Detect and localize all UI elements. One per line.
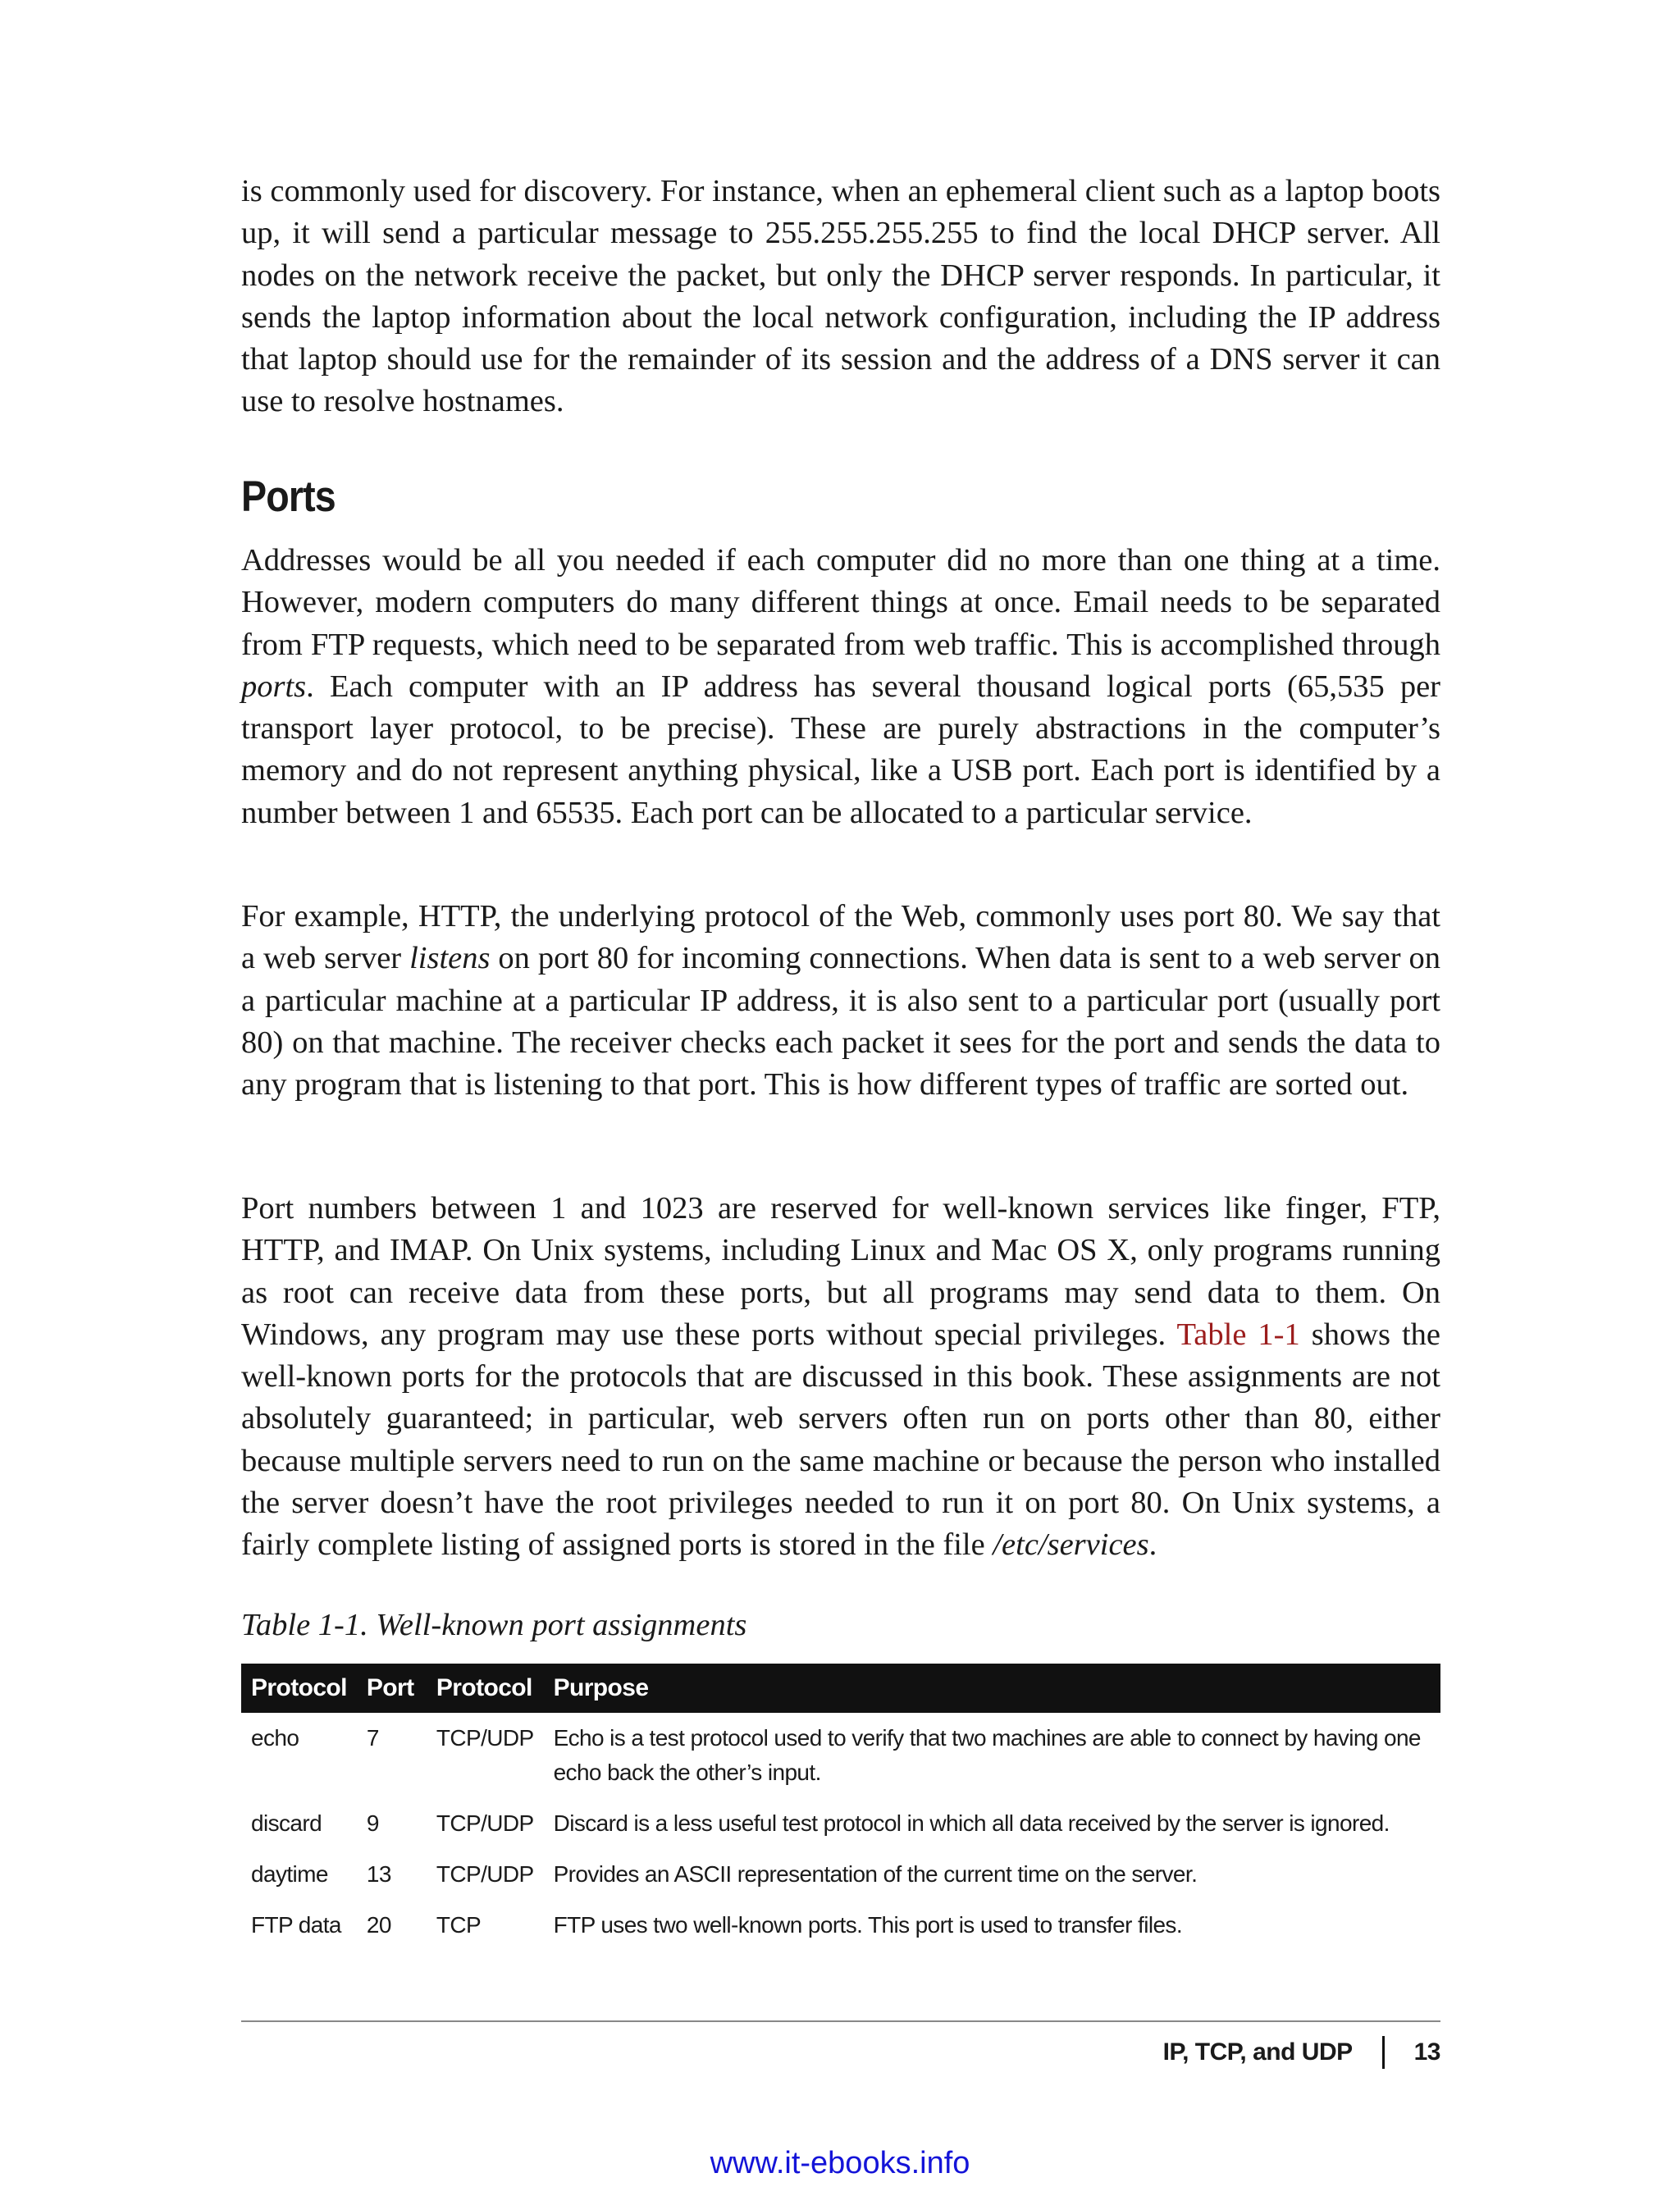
ports-paragraph-3 [241,1188,1440,1567]
page-footer [1163,2031,1440,2074]
cell-port: 9 [366,1810,379,1836]
text-run: on port 80 for incoming connections. When data is sent to a web server on a particular machine at a particular IP address, it is also sent to a particular port (usually port 80) on that machine. The receiver checks each packet it sees for the port and sends the data to any program that is listening to that port. This is how different types of traffic are sorted out. [241,941,1440,1102]
intro-paragraph: is commonly used for discovery. For instance, when an ephemeral client such as a laptop boots up, it will send a particular message to 255.255.255.255 to find the local DHCP server. All nodes on the network receive the packet, but only the DHCP server responds. In particular, it sends the laptop information about the local network configuration, including the IP address that laptop should use for the remainder of its session and the address of a DNS server it can use to resolve hostnames. [241,174,1440,419]
text-run: . [1148,1527,1157,1563]
ports-paragraph-2 [241,896,1440,1106]
footer-separator [1382,2036,1385,2069]
header-transport-protocol: Protocol [427,1664,544,1713]
ports-paragraph-1 [241,540,1440,834]
cell-transport: TCP/UDP [436,1725,534,1751]
table-header-row [241,1664,1440,1713]
text-run: For example, HTTP, the underlying protocol of the Web, commonly uses port 80. We say that a web server [241,899,1440,976]
table-row [241,1798,1440,1849]
cell-transport: TCP/UDP [436,1861,534,1887]
footer-chapter-title: IP, TCP, and UDP [1162,2038,1353,2066]
text-run: Addresses would be all you needed if each computer did no more than one thing at a time. However, modern computers do many different things at once. Email needs to be separated from FTP requests, which need to be separated from web traffic. This is accomplished through [241,543,1440,662]
table-caption: Table 1-1. Well-known port assignments [241,1608,747,1642]
cell-port: 13 [366,1861,391,1887]
text-run: shows the well-known ports for the protocols that are discussed in this book. These assignments are not absolutely guaranteed; in particular, web servers often run on ports other than 80, either because multiple servers need to run on the same machine or because the person who installed the server doesn’t have the root privileges needed to run it on port 80. On Unix systems, a fairly complete listing of assigned ports is stored in the file [241,1317,1440,1563]
text-run: Port numbers between 1 and 1023 are reserved for well-known services like finger, FTP, HTTP, and IMAP. On Unix systems, including Linux and Mac OS X, only programs running as root can receive data from these ports, but all programs may send data to them. On Windows, any program may use these ports without special privileges. [241,1191,1440,1352]
emphasis-etc-services: /etc/services [993,1527,1149,1563]
table-row [241,1849,1440,1900]
header-purpose: Purpose [544,1664,1440,1713]
text-run: . Each computer with an IP address has several thousand logical ports (65,535 per transport layer protocol, to be precise). These are purely abstractions in the computer’s memory and do not represent anything physical, like a USB port. Each port is identified by a number between 1 and 65535. Each port can be allocated to a particular service. [241,669,1440,830]
cell-protocol: echo [251,1725,299,1751]
section-heading-ports: Ports [241,472,336,521]
cell-protocol: FTP data [251,1912,341,1938]
header-port: Port [357,1664,427,1713]
table-1-1-link[interactable]: Table 1-1 [1176,1317,1300,1352]
cell-transport: TCP [436,1912,482,1938]
cell-protocol: daytime [251,1861,328,1887]
table-row [241,1713,1440,1798]
cell-purpose: Discard is a less useful test protocol in which all data received by the server is ignored. [553,1810,1390,1836]
footer-divider [241,2020,1440,2022]
cell-port: 7 [366,1725,379,1751]
cell-purpose: Echo is a test protocol used to verify that two machines are able to connect by having one echo back the other’s input. [553,1725,1421,1785]
cell-transport: TCP/UDP [436,1810,534,1836]
cell-purpose: FTP uses two well-known ports. This port is used to transfer files. [553,1912,1182,1938]
emphasis-listens: listens [409,941,491,976]
footer-page-number: 13 [1413,2038,1440,2066]
table-row [241,1900,1440,1951]
header-protocol: Protocol [241,1664,357,1713]
cell-purpose: Provides an ASCII representation of the current time on the server. [553,1861,1198,1887]
cell-protocol: discard [251,1810,322,1836]
port-assignments-table [241,1664,1440,1951]
cell-port: 20 [366,1912,391,1938]
watermark-link[interactable]: www.it-ebooks.info [710,2146,970,2180]
emphasis-ports: ports [241,669,307,704]
